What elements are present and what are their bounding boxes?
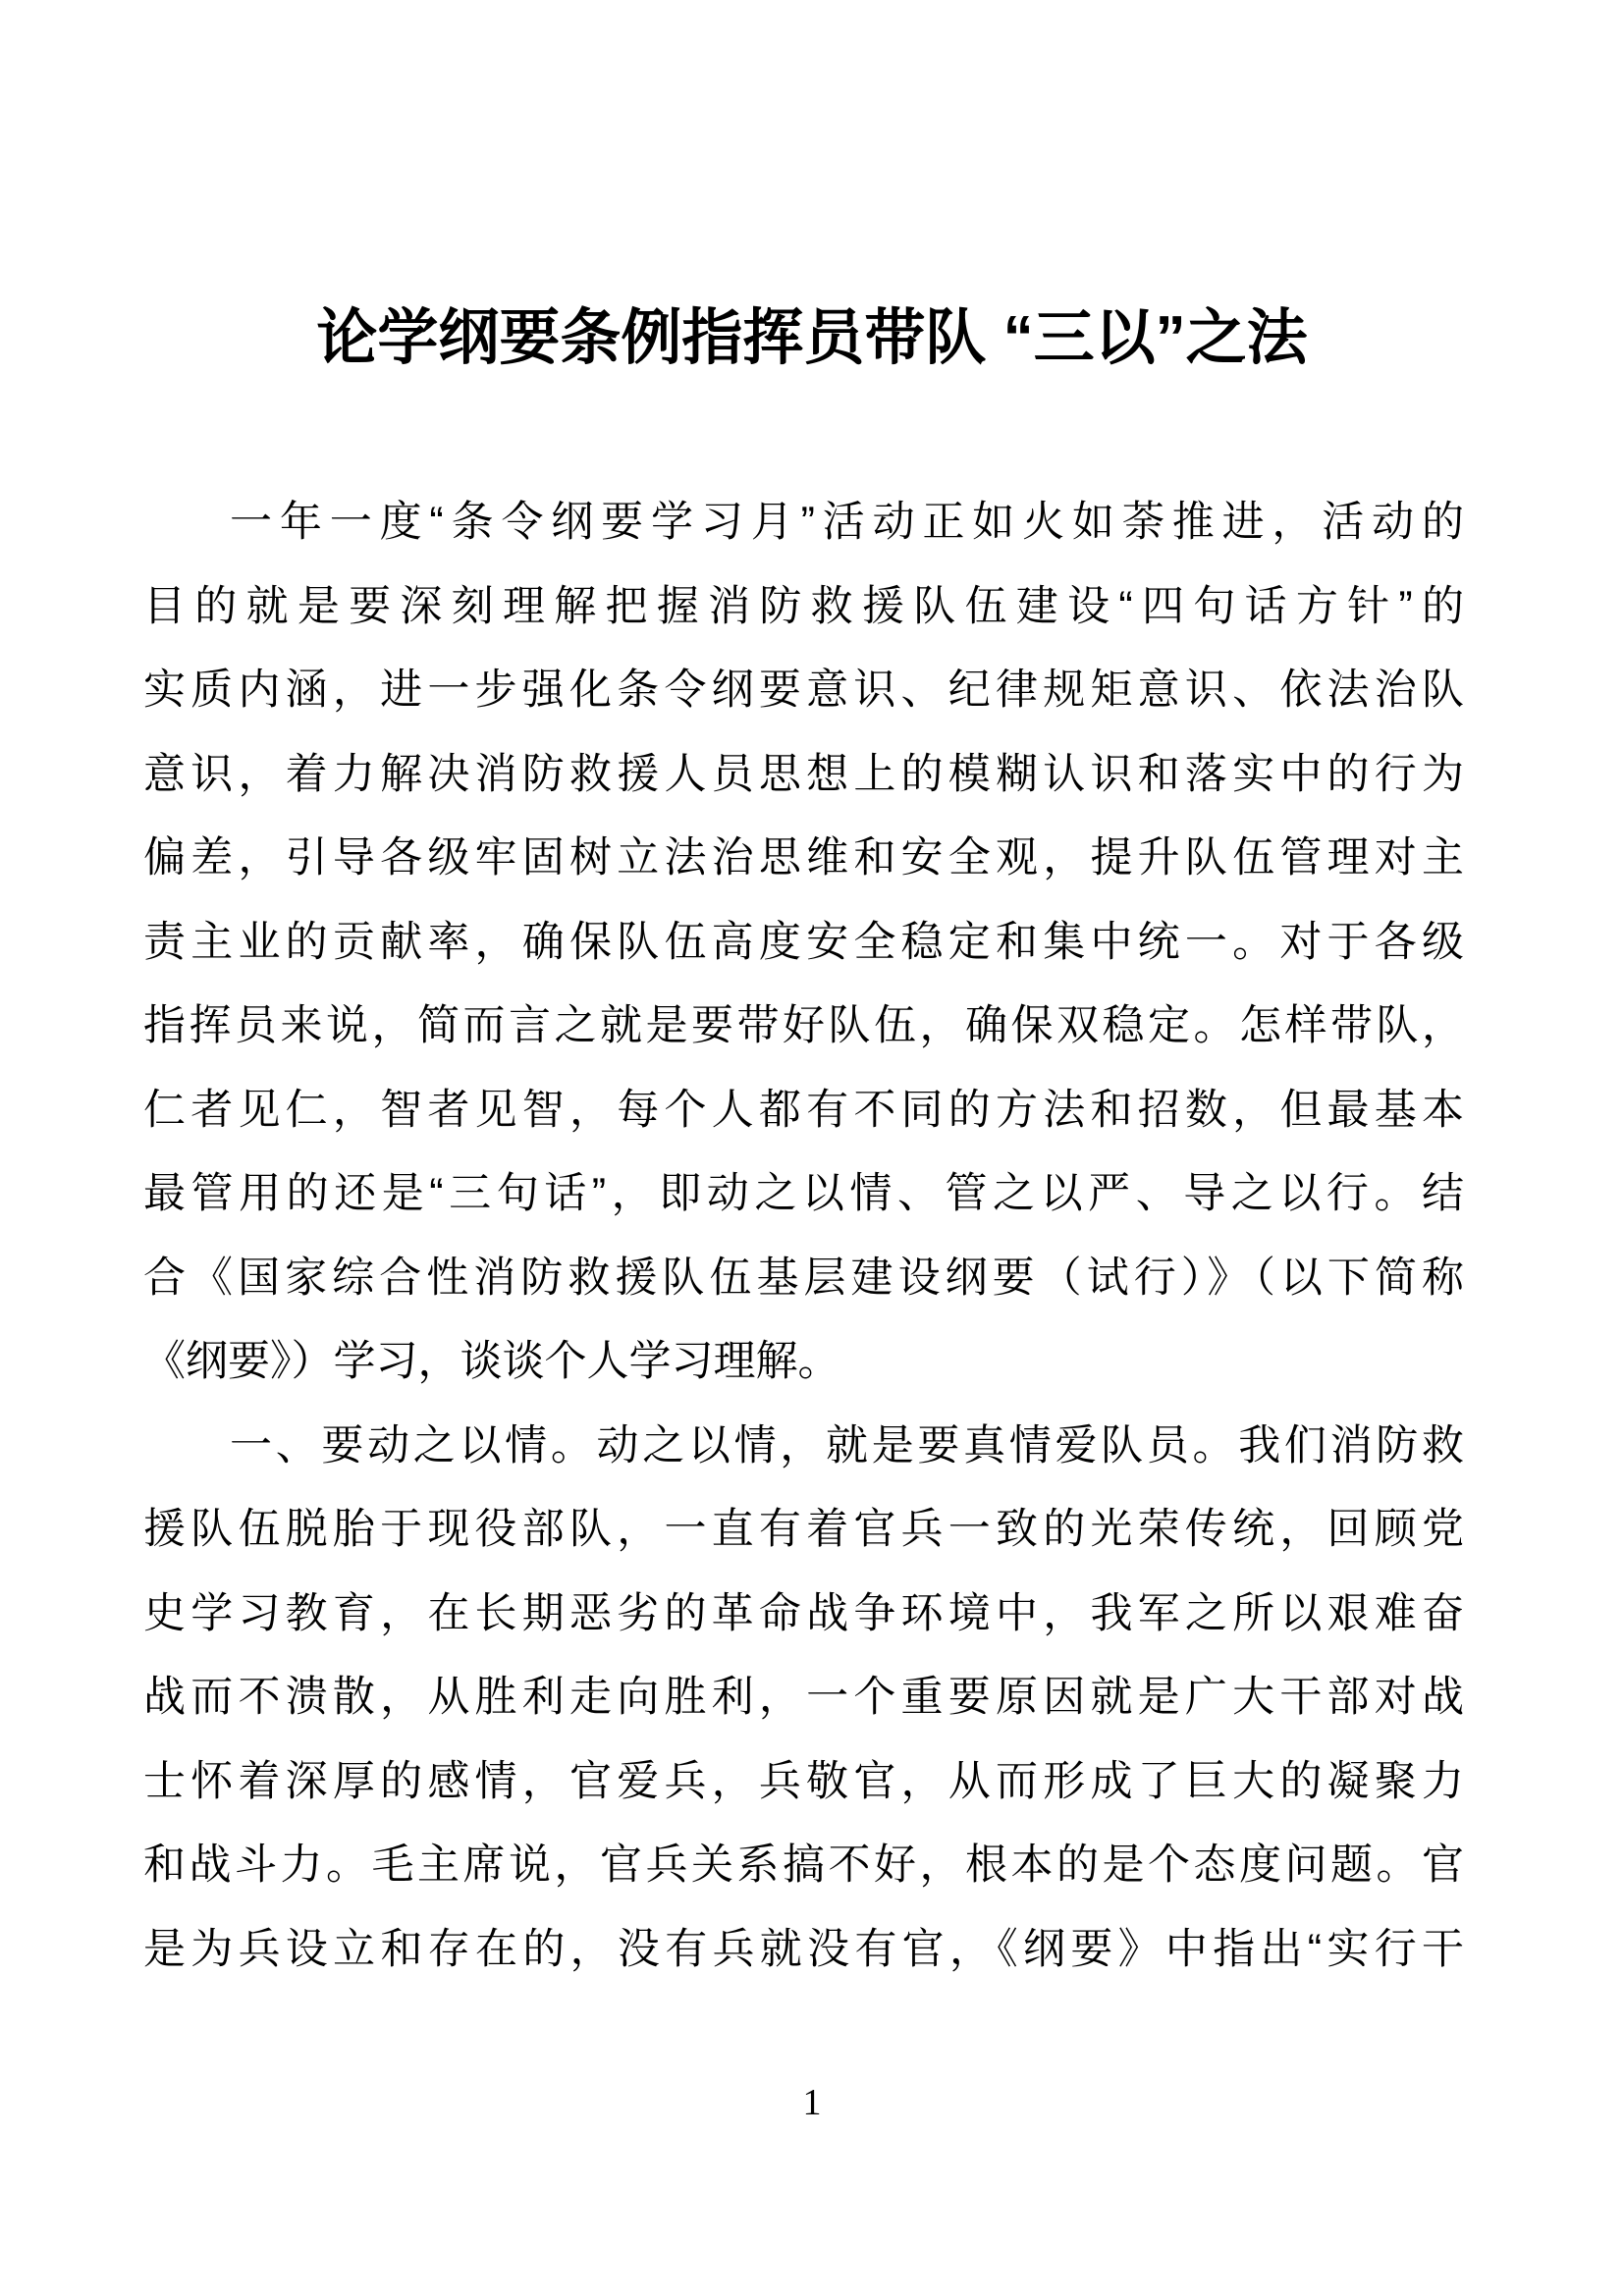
text-line: 史学习教育，在长期恶劣的革命战争环境中，我军之所以艰难奋 bbox=[143, 1589, 1464, 1637]
document-title: 论学纲要条例指挥员带队 “三以”之法 bbox=[316, 304, 1308, 372]
text-line: 一年一度“条令纲要学习月”活动正如火如荼推进，活动的 bbox=[230, 499, 1464, 546]
text-line: 偏差，引导各级牢固树立法治思维和安全观，提升队伍管理对主 bbox=[143, 834, 1464, 881]
text-line: 最管用的还是“三句话”，即动之以情、管之以严、导之以行。结 bbox=[143, 1170, 1464, 1217]
text-line: 实质内涵，进一步强化条令纲要意识、纪律规矩意识、依法治队 bbox=[143, 667, 1464, 714]
text-line: 意识，着力解决消防救援人员思想上的模糊认识和落实中的行为 bbox=[143, 750, 1464, 798]
page-number: 1 bbox=[802, 2082, 822, 2123]
text-line: 仁者见仁，智者见智，每个人都有不同的方法和招数，但最基本 bbox=[143, 1086, 1464, 1134]
text-line: 目的就是要深刻理解把握消防救援队伍建设“四句话方针”的 bbox=[143, 582, 1464, 630]
text-line: 《纲要》）学习，谈谈个人学习理解。 bbox=[143, 1338, 840, 1385]
document-body bbox=[143, 481, 1464, 1992]
text-line: 责主业的贡献率，确保队伍高度安全稳定和集中统一。对于各级 bbox=[143, 918, 1464, 966]
text-line: 士怀着深厚的感情，官爱兵，兵敬官，从而形成了巨大的凝聚力 bbox=[143, 1757, 1464, 1805]
text-line: 战而不溃散，从胜利走向胜利，一个重要原因就是广大干部对战 bbox=[143, 1674, 1464, 1721]
text-line: 援队伍脱胎于现役部队，一直有着官兵一致的光荣传统，回顾党 bbox=[143, 1506, 1464, 1553]
text-line: 是为兵设立和存在的，没有兵就没有官，《纲要》中指出“实行干 bbox=[143, 1925, 1464, 1973]
text-line: 一、要动之以情。动之以情，就是要真情爱队员。我们消防救 bbox=[230, 1421, 1464, 1469]
text-line: 和战斗力。毛主席说，官兵关系搞不好，根本的是个态度问题。官 bbox=[143, 1842, 1464, 1889]
text-line: 指挥员来说，简而言之就是要带好队伍，确保双稳定。怎样带队， bbox=[143, 1002, 1464, 1049]
text-line: 合《国家综合性消防救援队伍基层建设纲要（试行）》（以下简称 bbox=[143, 1254, 1464, 1302]
